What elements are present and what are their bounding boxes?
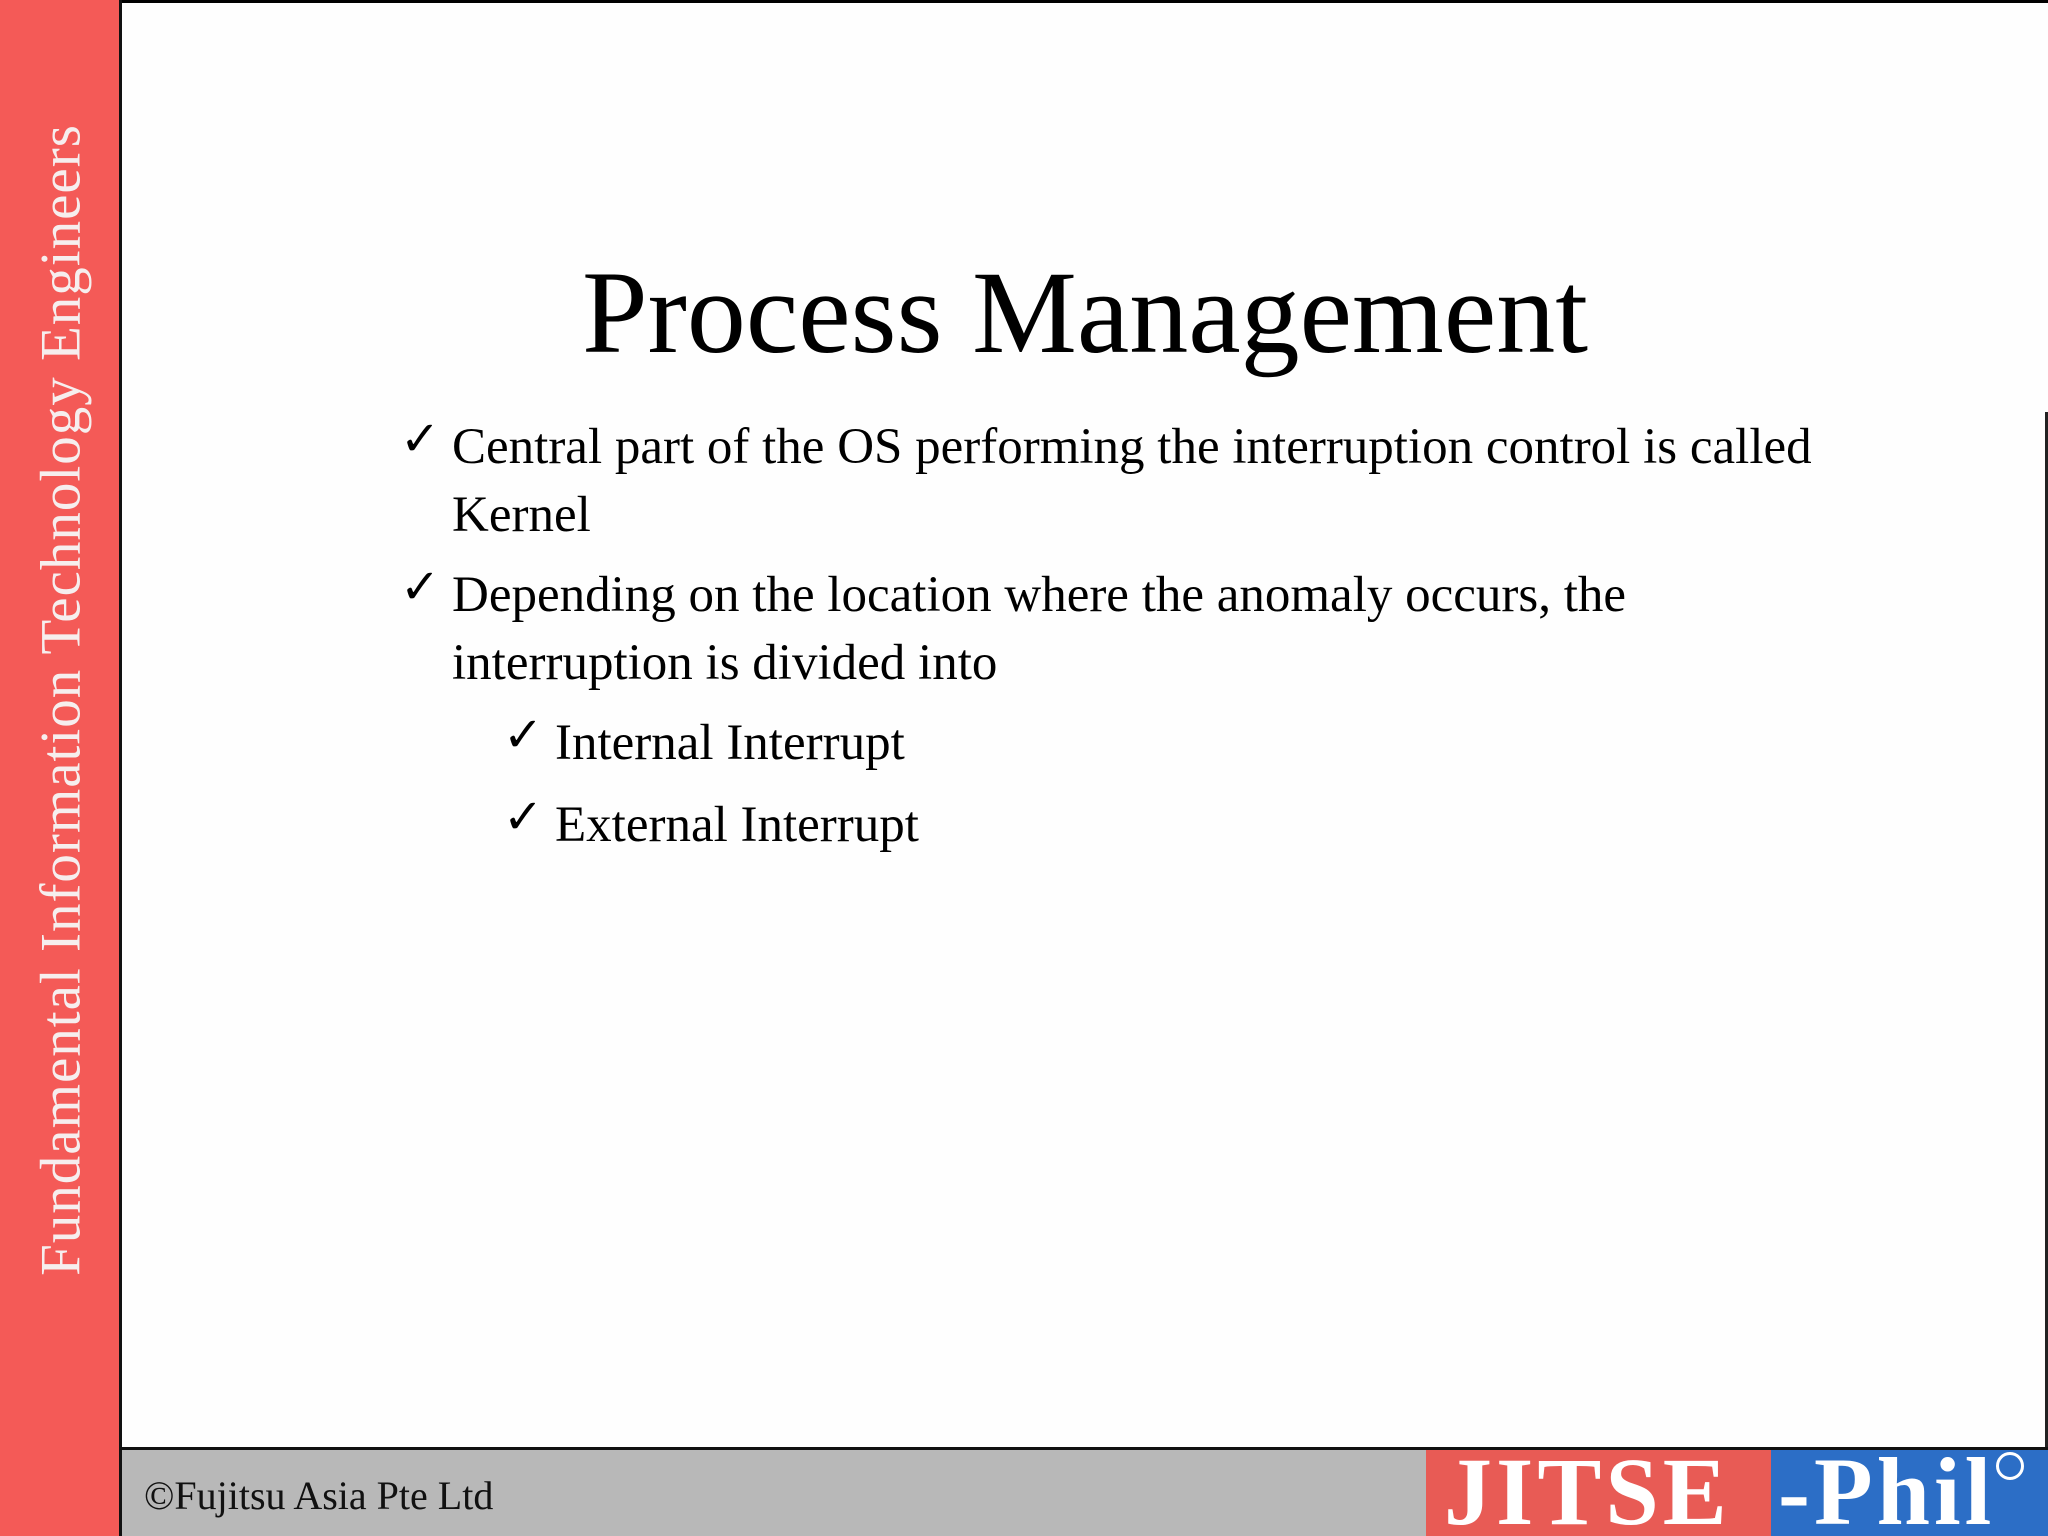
bullet-item: [400, 561, 1860, 697]
logo-text-right: -Phil: [1778, 1450, 1996, 1536]
sub-bullet-item: [503, 791, 1860, 859]
sidebar: [0, 0, 122, 1536]
copyright-text: ©Fujitsu Asia Pte Ltd: [144, 1473, 494, 1518]
checkmark-icon: ✓: [400, 411, 441, 467]
top-border: [0, 0, 2048, 3]
footer-bar: [122, 1447, 2048, 1536]
bullet-list: [400, 413, 1860, 873]
sub-bullet-text: External Interrupt: [555, 797, 919, 853]
bullet-text: Central part of the OS performing the interruption control is called Kernel: [452, 419, 1812, 543]
sub-bullet-text: Internal Interrupt: [555, 715, 905, 771]
registered-mark-icon: [1996, 1452, 2024, 1480]
bullet-item: [400, 413, 1860, 549]
sidebar-label: Fundamental Information Technology Engineers: [29, 124, 93, 1276]
logo-text-left: JITSE: [1444, 1450, 1731, 1536]
checkmark-icon: ✓: [503, 707, 544, 763]
bullet-text: Depending on the location where the anomaly occurs, the interruption is divided into: [452, 567, 1627, 691]
checkmark-icon: ✓: [400, 559, 441, 615]
jitse-phil-logo: [1426, 1450, 2048, 1536]
sub-bullet-item: [503, 709, 1860, 777]
slide-title: Process Management: [582, 247, 1588, 378]
checkmark-icon: ✓: [503, 789, 544, 845]
